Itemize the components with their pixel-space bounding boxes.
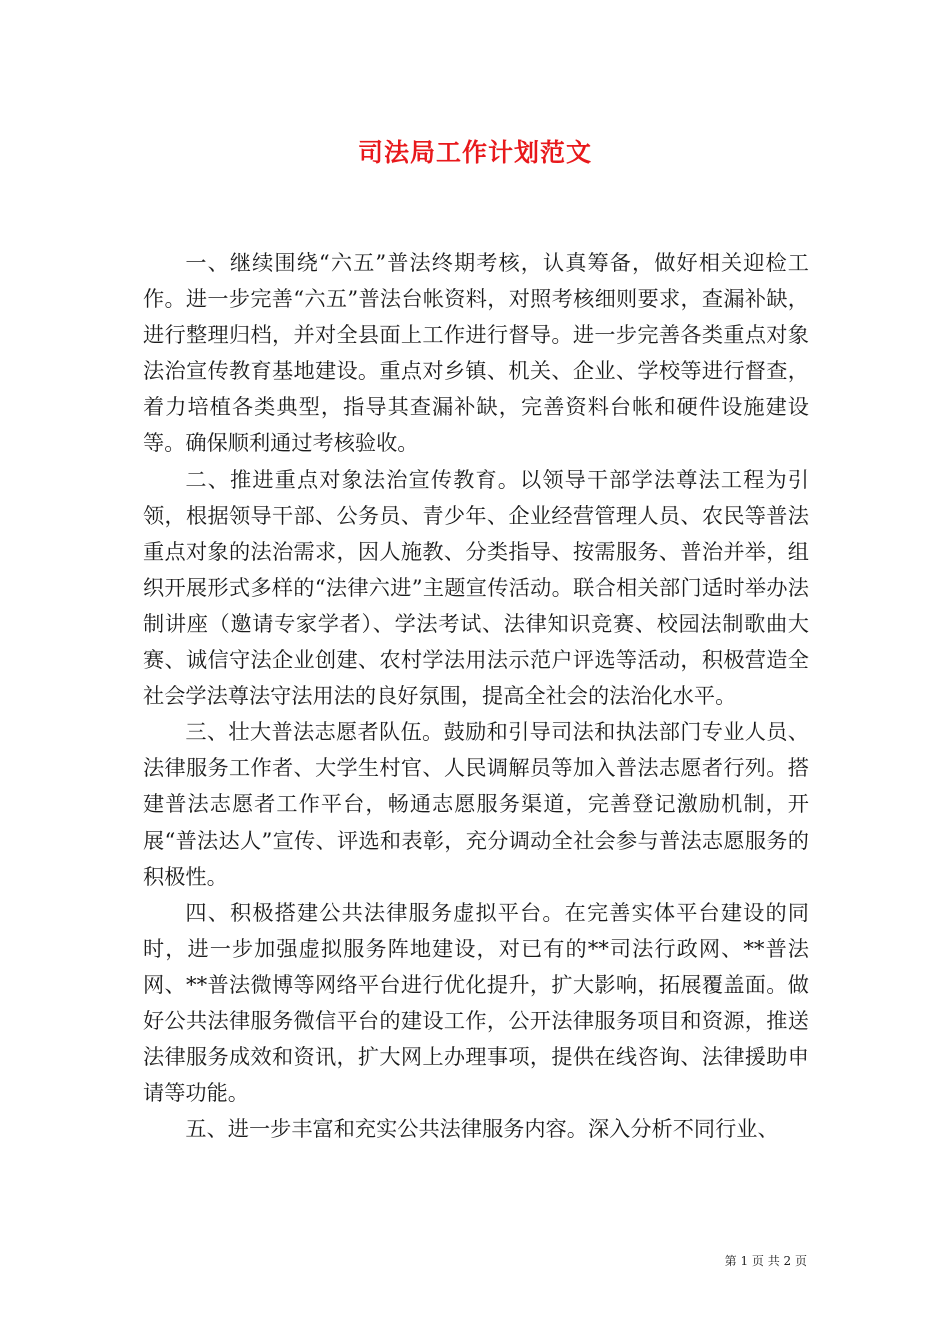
page-number-footer: 第 1 页 共 2 页: [724, 1254, 807, 1268]
paragraph-4: 四、积极搭建公共法律服务虚拟平台。在完善实体平台建设的同时，进一步加强虚拟服务阵地建设，对已有的**司法行政网、**普法网、**普法微博等网络平台进行优化提升，扩大影响，拓展覆盖面。做好公共法律服务微信平台的建设工作，公开法律服务项目和资源，推送法律服务成效和资讯，扩大网上办理事项，提供在线咨询、法律援助申请等功能。: [143, 899, 809, 1106]
paragraph-2: 二、推进重点对象法治宣传教育。以领导干部学法尊法工程为引领，根据领导干部、公务员、青少年、企业经营管理人员、农民等普法重点对象的法治需求，因人施教、分类指导、按需服务、普治并举，组织开展形式多样的“法律六进”主题宣传活动。联合相关部门适时举办法制讲座（邀请专家学者）、学法考试、法律知识竞赛、校园法制歌曲大赛、诚信守法企业创建、农村学法用法示范户评选等活动，积极营造全社会学法尊法守法用法的良好氛围，提高全社会的法治化水平。: [143, 466, 809, 709]
document-body: [143, 245, 809, 1147]
paragraph-3: 三、壮大普法志愿者队伍。鼓励和引导司法和执法部门专业人员、法律服务工作者、大学生村官、人民调解员等加入普法志愿者行列。搭建普法志愿者工作平台，畅通志愿服务渠道，完善登记激励机制，开展“普法达人”宣传、评选和表彰，充分调动全社会参与普法志愿服务的积极性。: [143, 719, 809, 889]
paragraph-5: 五、进一步丰富和充实公共法律服务内容。深入分析不同行业、: [185, 1116, 779, 1142]
document-title: 司法局工作计划范文: [357, 138, 592, 167]
paragraph-1: 一、继续围绕“六五”普法终期考核，认真筹备，做好相关迎检工作。进一步完善“六五”普法台帐资料，对照考核细则要求，查漏补缺，进行整理归档，并对全县面上工作进行督导。进一步完善各类重点对象法治宣传教育基地建设。重点对乡镇、机关、企业、学校等进行督查，着力培植各类典型，指导其查漏补缺，完善资料台帐和硬件设施建设等。确保顺利通过考核验收。: [143, 250, 809, 456]
